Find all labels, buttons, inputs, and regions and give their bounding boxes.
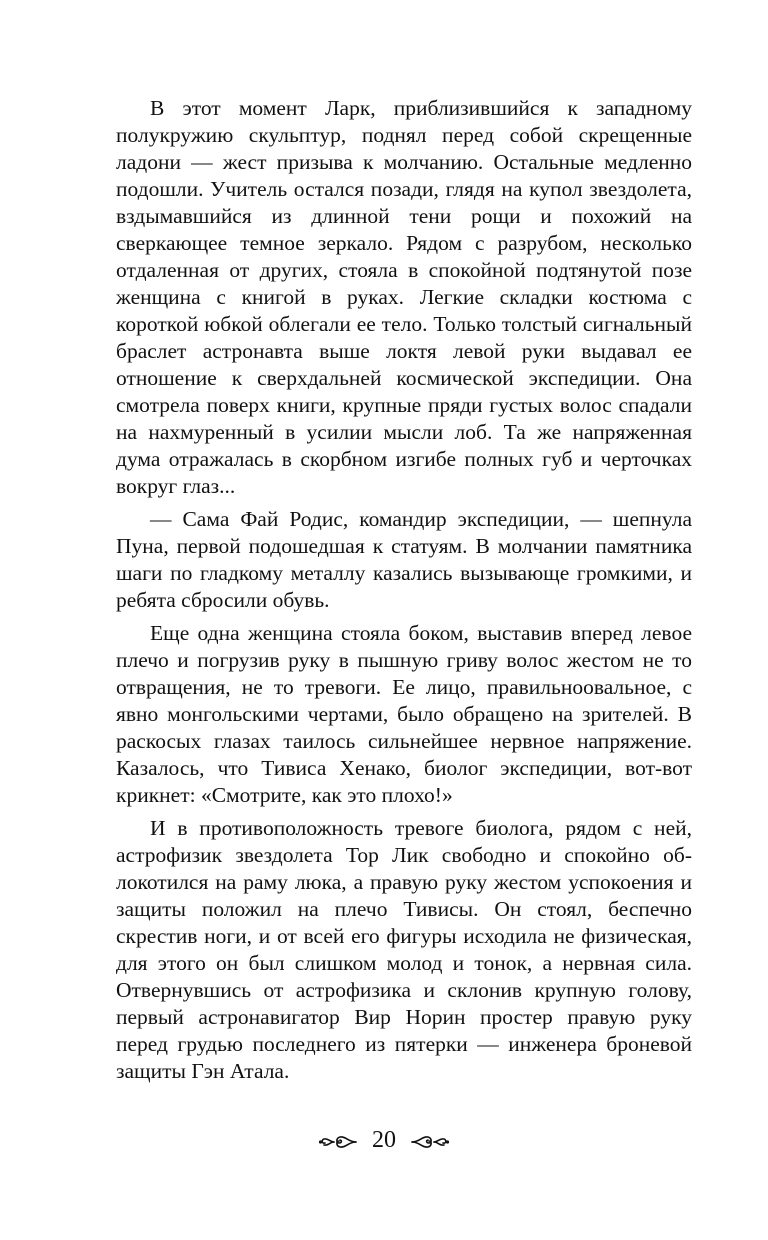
ornament-right-icon — [410, 1130, 450, 1150]
paragraph-2: — Сама Фай Родис, командир экспедиции, — шепнула Пуна, первой подошедшая к статуям. В молчании памятника шаги по гладкому металлу казались вызывающе громкими, и ребята сбросили обувь. — [116, 507, 692, 612]
paragraph-1: В этот момент Ларк, приблизившийся к западному полукружию скульптур, поднял перед собой скрещенные ладони — жест призыва к молчанию. Остальные медленно подошли. Учитель остался позади, глядя на купол звездолета, вздымавшийся из длинной тени рощи и похожий на сверкающее темное зеркало. Рядом с разрубом, несколько отдаленная от других, стояла в спокойной подтянутой позе женщина с книгой в руках. Легкие складки костюма с короткой юбкой облегали ее тело. Только толстый сигнальный браслет астронавта выше локтя левой руки выдавал ее отношение к сверхдальней космической экспедиции. Она смотрела поверх книги, крупные пряди густых волос спадали на нахмуренный в усилии мысли лоб. Та же напряженная дума отражалась в скорбном изгибе полных губ и черточках вокруг глаз... — [116, 96, 692, 498]
ornament-left-icon — [318, 1130, 358, 1150]
page-number: 20 — [372, 1127, 396, 1154]
paragraph-4: И в противоположность тревоге биолога, рядом с ней, астрофизик звездолета Тор Лик свободно и спокойно облокотился на раму люка, а правую руку жестом успокоения и защиты положил на плечо Тивисы. Он стоял, беспечно скрестив ноги, и от всей его фигуры исходила не физическая, для этого он был слишком молод и тонок, а нервная сила. Отвернувшись от астрофизика и склонив крупную голову, первый астронавигатор Вир Норин простер правую руку перед грудью последнего из пятерки — инженера броневой защиты Гэн Атала. — [116, 816, 692, 1083]
page-footer — [0, 1124, 768, 1155]
page-text — [116, 95, 692, 1091]
paragraph-3: Еще одна женщина стояла боком, выставив вперед левое плечо и погрузив руку в пышную гриву волос жестом не то отвращения, не то тревоги. Ее лицо, правильноовальное, с явно монгольскими чертами, было обращено на зрителей. В раскосых глазах таилось сильнейшее нервное напряжение. Казалось, что Тивиса Хенако, биолог экспедиции, вот-вот крикнет: «Смотрите, как это плохо!» — [116, 621, 692, 807]
